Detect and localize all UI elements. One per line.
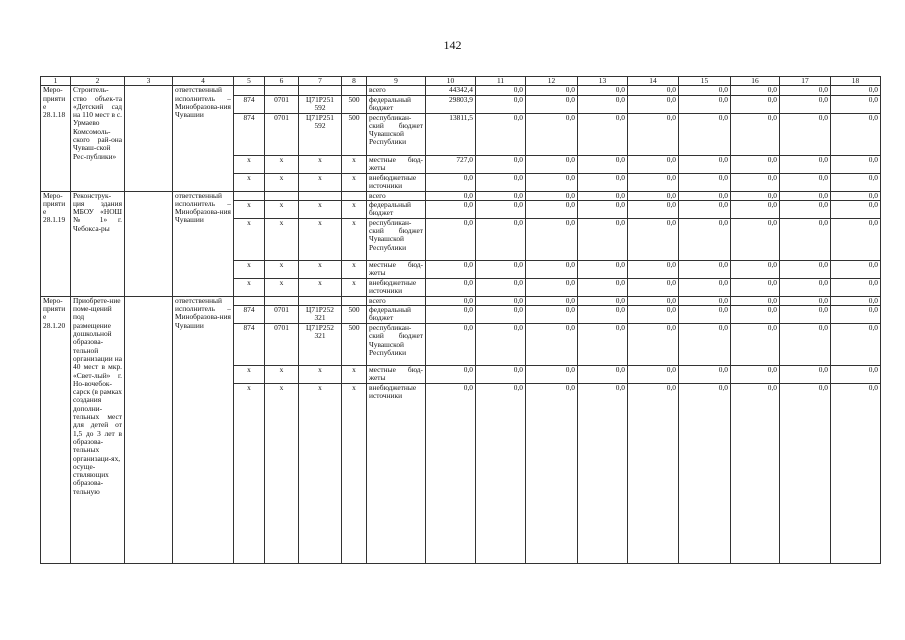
- event-executor: ответственный исполнитель – Минобразова-ния Чувашии: [173, 296, 234, 563]
- expense-type-code: 500: [342, 324, 367, 366]
- funding-source: республикан-ский бюджет Чувашской Республики: [367, 113, 426, 155]
- amount-col11: 0,0: [476, 296, 526, 305]
- amount-col15: 0,0: [679, 86, 731, 95]
- amount-col10: 0,0: [426, 384, 476, 564]
- section-code: 0701: [265, 324, 299, 366]
- amount-col16: 0,0: [731, 278, 780, 296]
- amount-col17: 0,0: [780, 366, 831, 384]
- event-name: Реконструк-ция здания МБОУ «НОШ № 1» г. Чебокса-ры: [71, 191, 125, 296]
- amount-col16: 0,0: [731, 324, 780, 366]
- amount-col11: 0,0: [476, 384, 526, 564]
- amount-col12: 0,0: [526, 218, 578, 260]
- header-cell: 10: [426, 77, 476, 86]
- funding-source: местные бюд-жеты: [367, 366, 426, 384]
- target-article-code: x: [299, 384, 342, 564]
- amount-col10: 0,0: [426, 324, 476, 366]
- grbs-code: [234, 296, 265, 305]
- amount-col15: 0,0: [679, 384, 731, 564]
- amount-col11: 0,0: [476, 113, 526, 155]
- amount-col10: 13811,5: [426, 113, 476, 155]
- amount-col11: 0,0: [476, 155, 526, 173]
- amount-col12: 0,0: [526, 155, 578, 173]
- amount-col12: 0,0: [526, 200, 578, 218]
- header-cell: 11: [476, 77, 526, 86]
- funding-source: республикан-ский бюджет Чувашской Республики: [367, 218, 426, 260]
- amount-col18: 0,0: [831, 191, 881, 200]
- amount-col18: 0,0: [831, 278, 881, 296]
- event-col3: [125, 296, 173, 563]
- amount-col13: 0,0: [578, 324, 628, 366]
- header-cell: 12: [526, 77, 578, 86]
- amount-col15: 0,0: [679, 278, 731, 296]
- amount-col18: 0,0: [831, 95, 881, 113]
- funding-source: республикан-ский бюджет Чувашской Республики: [367, 324, 426, 366]
- header-cell: 1: [41, 77, 71, 86]
- header-cell: 5: [234, 77, 265, 86]
- amount-col18: 0,0: [831, 200, 881, 218]
- amount-col11: 0,0: [476, 173, 526, 191]
- event-col3: [125, 191, 173, 296]
- table-body: [41, 77, 881, 564]
- funding-source: федеральный бюджет: [367, 95, 426, 113]
- header-row: [41, 77, 881, 86]
- amount-col12: 0,0: [526, 278, 578, 296]
- amount-col13: 0,0: [578, 86, 628, 95]
- amount-col10: 0,0: [426, 306, 476, 324]
- section-code: x: [265, 260, 299, 278]
- funding-source: федеральный бюджет: [367, 306, 426, 324]
- amount-col13: 0,0: [578, 260, 628, 278]
- grbs-code: x: [234, 278, 265, 296]
- amount-col17: 0,0: [780, 155, 831, 173]
- grbs-code: x: [234, 260, 265, 278]
- section-code: x: [265, 366, 299, 384]
- amount-col12: 0,0: [526, 191, 578, 200]
- section-code: x: [265, 278, 299, 296]
- header-cell: 18: [831, 77, 881, 86]
- amount-col16: 0,0: [731, 384, 780, 564]
- header-cell: 13: [578, 77, 628, 86]
- expense-type-code: 500: [342, 113, 367, 155]
- header-cell: 8: [342, 77, 367, 86]
- amount-col16: 0,0: [731, 366, 780, 384]
- amount-col13: 0,0: [578, 113, 628, 155]
- event-executor: ответственный исполнитель – Минобразова-ния Чувашии: [173, 191, 234, 296]
- amount-col15: 0,0: [679, 260, 731, 278]
- amount-col17: 0,0: [780, 173, 831, 191]
- amount-col15: 0,0: [679, 324, 731, 366]
- section-code: [265, 86, 299, 95]
- amount-col15: 0,0: [679, 296, 731, 305]
- header-cell: 7: [299, 77, 342, 86]
- expense-type-code: x: [342, 278, 367, 296]
- funding-source: местные бюд-жеты: [367, 260, 426, 278]
- section-code: 0701: [265, 95, 299, 113]
- event-id: Меро-приятие 28.1.19: [41, 191, 71, 296]
- amount-col17: 0,0: [780, 324, 831, 366]
- page-number: 142: [443, 38, 462, 52]
- amount-col11: 0,0: [476, 191, 526, 200]
- amount-col11: 0,0: [476, 324, 526, 366]
- amount-col14: 0,0: [628, 86, 679, 95]
- grbs-code: x: [234, 173, 265, 191]
- target-article-code: [299, 86, 342, 95]
- funding-source: всего: [367, 296, 426, 305]
- section-code: x: [265, 218, 299, 260]
- amount-col14: 0,0: [628, 324, 679, 366]
- funding-source: всего: [367, 86, 426, 95]
- amount-col10: 0,0: [426, 173, 476, 191]
- target-article-code: [299, 296, 342, 305]
- amount-col16: 0,0: [731, 306, 780, 324]
- amount-col17: 0,0: [780, 296, 831, 305]
- amount-col15: 0,0: [679, 173, 731, 191]
- amount-col14: 0,0: [628, 278, 679, 296]
- amount-col14: 0,0: [628, 366, 679, 384]
- table-row: [41, 296, 881, 305]
- amount-col14: 0,0: [628, 155, 679, 173]
- budget-table: [40, 76, 881, 564]
- amount-col16: 0,0: [731, 218, 780, 260]
- expense-type-code: 500: [342, 95, 367, 113]
- amount-col13: 0,0: [578, 278, 628, 296]
- target-article-code: x: [299, 155, 342, 173]
- funding-source: федеральный бюджет: [367, 200, 426, 218]
- amount-col12: 0,0: [526, 95, 578, 113]
- amount-col13: 0,0: [578, 95, 628, 113]
- amount-col14: 0,0: [628, 113, 679, 155]
- amount-col15: 0,0: [679, 155, 731, 173]
- amount-col14: 0,0: [628, 218, 679, 260]
- amount-col15: 0,0: [679, 191, 731, 200]
- amount-col13: 0,0: [578, 200, 628, 218]
- amount-col15: 0,0: [679, 200, 731, 218]
- amount-col10: 0,0: [426, 218, 476, 260]
- amount-col16: 0,0: [731, 95, 780, 113]
- amount-col11: 0,0: [476, 366, 526, 384]
- amount-col17: 0,0: [780, 218, 831, 260]
- header-cell: 2: [71, 77, 125, 86]
- target-article-code: Ц71Р252 321: [299, 324, 342, 366]
- event-name: Приобрете-ние поме-щений под размещение дошкольной образова-тельной организации на 40 мест в мкр. «Свет-лый» г. Но-вочебок-сарск (в рамках создания дополни-тельных мест для детей от 1,5 до 3 лет в образова-тельных организаци-ях, осуще-ствляющих образова-тельную: [71, 296, 125, 563]
- amount-col11: 0,0: [476, 260, 526, 278]
- amount-col14: 0,0: [628, 173, 679, 191]
- amount-col13: 0,0: [578, 173, 628, 191]
- funding-source: внебюджетные источники: [367, 384, 426, 564]
- amount-col12: 0,0: [526, 366, 578, 384]
- amount-col13: 0,0: [578, 191, 628, 200]
- expense-type-code: [342, 296, 367, 305]
- section-code: [265, 296, 299, 305]
- amount-col16: 0,0: [731, 86, 780, 95]
- amount-col18: 0,0: [831, 296, 881, 305]
- amount-col13: 0,0: [578, 366, 628, 384]
- section-code: 0701: [265, 306, 299, 324]
- amount-col10: 0,0: [426, 200, 476, 218]
- amount-col18: 0,0: [831, 113, 881, 155]
- target-article-code: x: [299, 366, 342, 384]
- amount-col18: 0,0: [831, 324, 881, 366]
- expense-type-code: x: [342, 260, 367, 278]
- header-cell: 17: [780, 77, 831, 86]
- amount-col11: 0,0: [476, 306, 526, 324]
- grbs-code: 874: [234, 306, 265, 324]
- amount-col18: 0,0: [831, 155, 881, 173]
- amount-col17: 0,0: [780, 95, 831, 113]
- event-id: Меро-приятие 28.1.20: [41, 296, 71, 563]
- target-article-code: x: [299, 278, 342, 296]
- header-cell: 6: [265, 77, 299, 86]
- grbs-code: 874: [234, 113, 265, 155]
- grbs-code: x: [234, 218, 265, 260]
- amount-col14: 0,0: [628, 95, 679, 113]
- grbs-code: x: [234, 384, 265, 564]
- amount-col15: 0,0: [679, 95, 731, 113]
- amount-col10: 0,0: [426, 260, 476, 278]
- expense-type-code: x: [342, 218, 367, 260]
- amount-col18: 0,0: [831, 384, 881, 564]
- target-article-code: x: [299, 173, 342, 191]
- funding-source: всего: [367, 191, 426, 200]
- amount-col15: 0,0: [679, 366, 731, 384]
- target-article-code: x: [299, 260, 342, 278]
- amount-col11: 0,0: [476, 86, 526, 95]
- amount-col11: 0,0: [476, 218, 526, 260]
- amount-col14: 0,0: [628, 384, 679, 564]
- target-article-code: x: [299, 218, 342, 260]
- section-code: 0701: [265, 113, 299, 155]
- header-cell: 9: [367, 77, 426, 86]
- target-article-code: [299, 191, 342, 200]
- event-col3: [125, 86, 173, 191]
- funding-source: местные бюд-жеты: [367, 155, 426, 173]
- target-article-code: Ц71Р252 321: [299, 306, 342, 324]
- amount-col18: 0,0: [831, 86, 881, 95]
- amount-col12: 0,0: [526, 306, 578, 324]
- grbs-code: [234, 86, 265, 95]
- amount-col17: 0,0: [780, 113, 831, 155]
- grbs-code: x: [234, 366, 265, 384]
- amount-col17: 0,0: [780, 200, 831, 218]
- expense-type-code: 500: [342, 306, 367, 324]
- amount-col17: 0,0: [780, 260, 831, 278]
- amount-col12: 0,0: [526, 113, 578, 155]
- amount-col13: 0,0: [578, 306, 628, 324]
- amount-col14: 0,0: [628, 306, 679, 324]
- grbs-code: [234, 191, 265, 200]
- expense-type-code: x: [342, 384, 367, 564]
- amount-col12: 0,0: [526, 86, 578, 95]
- amount-col14: 0,0: [628, 296, 679, 305]
- amount-col16: 0,0: [731, 296, 780, 305]
- header-cell: 16: [731, 77, 780, 86]
- amount-col11: 0,0: [476, 200, 526, 218]
- amount-col15: 0,0: [679, 113, 731, 155]
- amount-col12: 0,0: [526, 384, 578, 564]
- header-cell: 4: [173, 77, 234, 86]
- event-id: Меро-приятие 28.1.18: [41, 86, 71, 191]
- expense-type-code: [342, 86, 367, 95]
- amount-col16: 0,0: [731, 155, 780, 173]
- section-code: x: [265, 200, 299, 218]
- amount-col10: 44342,4: [426, 86, 476, 95]
- event-name: Строитель-ство объек-та «Детский сад на 110 мест в с. Урмаево Комсомоль-ского рай-она Чуваш-ской Рес-публики»: [71, 86, 125, 191]
- amount-col14: 0,0: [628, 200, 679, 218]
- amount-col10: 0,0: [426, 296, 476, 305]
- amount-col14: 0,0: [628, 260, 679, 278]
- expense-type-code: x: [342, 155, 367, 173]
- header-cell: 3: [125, 77, 173, 86]
- amount-col18: 0,0: [831, 366, 881, 384]
- amount-col12: 0,0: [526, 173, 578, 191]
- amount-col10: 0,0: [426, 191, 476, 200]
- amount-col12: 0,0: [526, 260, 578, 278]
- amount-col16: 0,0: [731, 200, 780, 218]
- amount-col17: 0,0: [780, 191, 831, 200]
- event-executor: ответственный исполнитель – Минобразова-ния Чувашии: [173, 86, 234, 191]
- amount-col17: 0,0: [780, 306, 831, 324]
- grbs-code: x: [234, 200, 265, 218]
- amount-col12: 0,0: [526, 296, 578, 305]
- amount-col13: 0,0: [578, 155, 628, 173]
- target-article-code: Ц71Р251 592: [299, 113, 342, 155]
- section-code: x: [265, 173, 299, 191]
- amount-col10: 727,0: [426, 155, 476, 173]
- expense-type-code: x: [342, 173, 367, 191]
- amount-col10: 0,0: [426, 278, 476, 296]
- amount-col18: 0,0: [831, 173, 881, 191]
- amount-col10: 29803,9: [426, 95, 476, 113]
- amount-col17: 0,0: [780, 384, 831, 564]
- grbs-code: x: [234, 155, 265, 173]
- amount-col14: 0,0: [628, 191, 679, 200]
- funding-source: внебюджетные источники: [367, 173, 426, 191]
- amount-col16: 0,0: [731, 191, 780, 200]
- section-code: x: [265, 155, 299, 173]
- grbs-code: 874: [234, 324, 265, 366]
- amount-col13: 0,0: [578, 384, 628, 564]
- section-code: [265, 191, 299, 200]
- amount-col11: 0,0: [476, 278, 526, 296]
- amount-col16: 0,0: [731, 113, 780, 155]
- amount-col12: 0,0: [526, 324, 578, 366]
- amount-col18: 0,0: [831, 306, 881, 324]
- amount-col10: 0,0: [426, 366, 476, 384]
- amount-col18: 0,0: [831, 260, 881, 278]
- amount-col15: 0,0: [679, 218, 731, 260]
- amount-col16: 0,0: [731, 173, 780, 191]
- amount-col17: 0,0: [780, 278, 831, 296]
- grbs-code: 874: [234, 95, 265, 113]
- amount-col15: 0,0: [679, 306, 731, 324]
- amount-col13: 0,0: [578, 218, 628, 260]
- header-cell: 15: [679, 77, 731, 86]
- amount-col16: 0,0: [731, 260, 780, 278]
- expense-type-code: x: [342, 366, 367, 384]
- expense-type-code: [342, 191, 367, 200]
- header-cell: 14: [628, 77, 679, 86]
- funding-source: внебюджетные источники: [367, 278, 426, 296]
- expense-type-code: x: [342, 200, 367, 218]
- table-row: [41, 86, 881, 95]
- target-article-code: x: [299, 200, 342, 218]
- target-article-code: Ц71Р251 592: [299, 95, 342, 113]
- amount-col18: 0,0: [831, 218, 881, 260]
- amount-col13: 0,0: [578, 296, 628, 305]
- amount-col11: 0,0: [476, 95, 526, 113]
- table-row: [41, 191, 881, 200]
- section-code: x: [265, 384, 299, 564]
- amount-col17: 0,0: [780, 86, 831, 95]
